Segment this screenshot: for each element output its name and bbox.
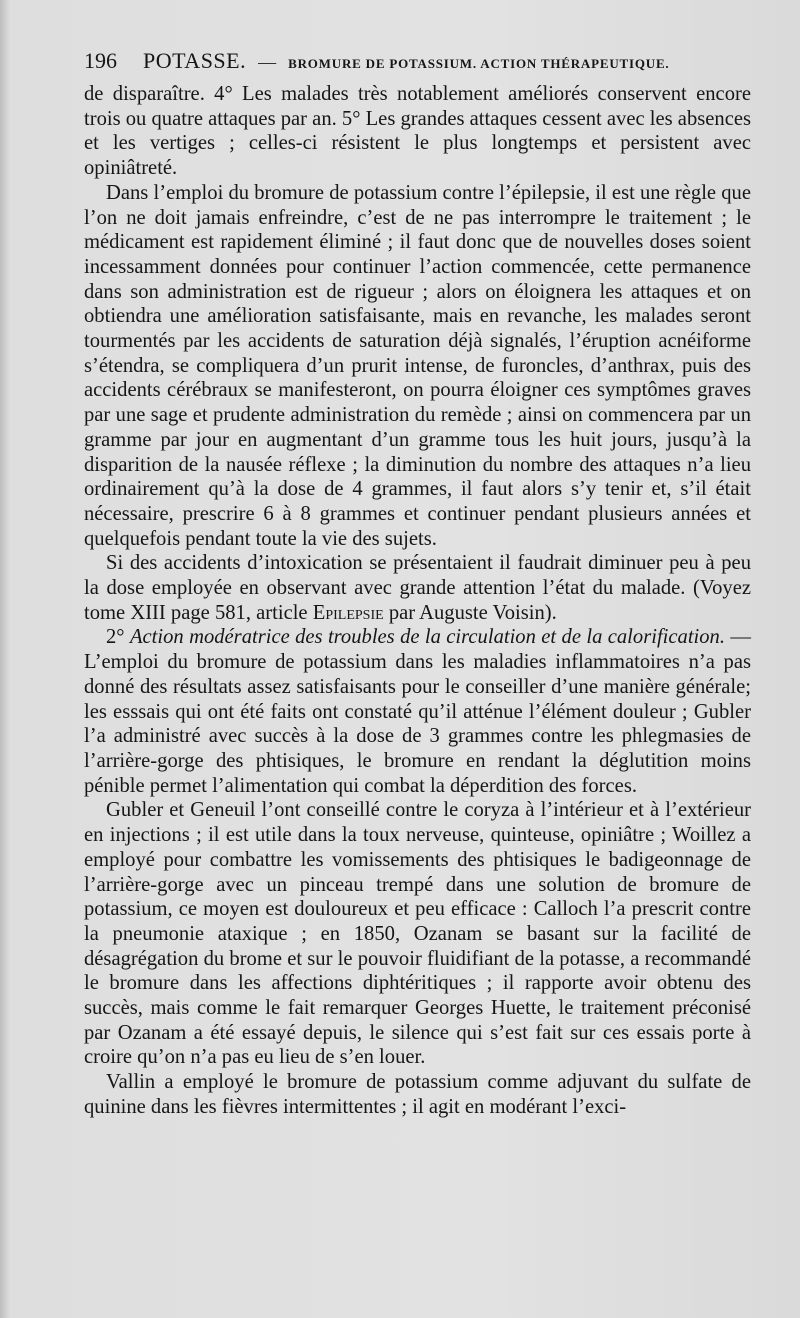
header-dash: —	[258, 52, 277, 72]
paragraph-text: Si des accidents d’intoxication se présentaient il faudrait diminuer peu à peu la dose employée en observant avec grande attention l’état du malade. (Voyez tome XIII page 581, article	[84, 552, 751, 624]
running-header	[84, 48, 764, 76]
paragraph-text: Gubler et Geneuil l’ont conseillé contre le coryza à l’intérieur et à l’extérieur en injections ; il est utile dans la toux nerveuse, quinteuse, opiniâtre ; Woillez a employé pour combattre les vomissements des phtisiques le badigeonnage de l’arrière-gorge avec un pinceau trempé dans une solution de bromure de potassium, ce moyen est douloureux et peu efficace : Calloch l’a prescrit contre la pneumonie ataxique ; en 1850, Ozanam se basant sur la facilité de désagrégation du brome et sur le pouvoir fluidifiant de la potasse, a recommandé le bromure dans les affections diphtéritiques ; il rapporte avoir obtenu des succès, mais comme le fait remarquer Georges Huette, le traitement préconisé par Ozanam a été essayé depuis, le silence qui s’est fait sur ces essais porte à croire qu’on n’a pas eu lieu de s’en louer.	[84, 799, 751, 1069]
body-text	[84, 82, 751, 1120]
article-reference: Epilepsie	[312, 601, 384, 624]
paragraph	[84, 82, 751, 181]
header-subtitle: BROMURE DE POTASSIUM. ACTION THÉRAPEUTIQUE.	[288, 56, 670, 71]
page-number: 196	[84, 48, 117, 73]
paragraph	[84, 181, 751, 552]
paragraph	[84, 1070, 751, 1119]
paragraph	[84, 551, 751, 625]
paragraph-text-end: par Auguste Voisin).	[388, 601, 557, 624]
header-title: POTASSE.	[143, 48, 247, 73]
paragraph-text: — L’emploi du bromure de potassium dans les maladies inflammatoires n’a pas donné des résultats assez satisfaisants pour le conseiller d’une manière générale; les esssais qui ont été faits ont constaté qu’il atténue l’élément douleur ; Gubler l’a administré avec succès à la dose de 3 grammes contre les phlegmasies de l’arrière-gorge des phtisiques, le bromure en rendant la déglutition moins pénible permet l’alimentation qui combat la déperdition des forces.	[84, 626, 751, 797]
paragraph	[84, 798, 751, 1070]
paragraph-text: de disparaître. 4° Les malades très notablement améliorés conservent encore trois ou quatre attaques par an. 5° Les grandes attaques cessent avec les absences et les vertiges ; celles-ci résistent le plus longtemps et persistent avec opiniâtreté.	[84, 83, 751, 180]
paragraph-text: Vallin a employé le bromure de potassium comme adjuvant du sulfate de quinine dans les fièvres intermittentes ; il agit en modérant l’exci-	[84, 1071, 751, 1118]
paragraph-text: Dans l’emploi du bromure de potassium contre l’épilepsie, il est une règle que l’on ne doit jamais enfreindre, c’est de ne pas interrompre le traitement ; le médicament est rapidement éliminé ; il faut donc que de nouvelles doses soient incessamment données pour continuer l’action commencée, cette permanence dans son administration est de rigueur ; alors on éloignera les attaques et on obtiendra une amélioration satisfaisante, mais en revanche, les malades seront tourmentés par les accidents de saturation déjà signalés, l’éruption acnéiforme s’étendra, se compliquera d’un prurit intense, de furoncles, d’anthrax, puis des accidents cérébraux se manifesteront, on pourra éloigner ces symptômes graves par une sage et prudente administration du remède ; ainsi on commencera par un gramme par jour en augmentant d’un gramme tous les huit jours, jusqu’à la disparition de la nausée réflexe ; la diminution du nombre des attaques n’a lieu ordinairement qu’à la dose de 4 grammes, il faut alors s’y tenir et, s’il était nécessaire, prescrire 6 à 8 grammes et continuer pendant plusieurs années et quelquefois pendant toute la vie des sujets.	[84, 181, 751, 550]
paragraph	[84, 625, 751, 798]
section-heading: Action modératrice des troubles de la circulation et de la calorification.	[129, 626, 726, 649]
section-number: 2°	[106, 626, 125, 649]
